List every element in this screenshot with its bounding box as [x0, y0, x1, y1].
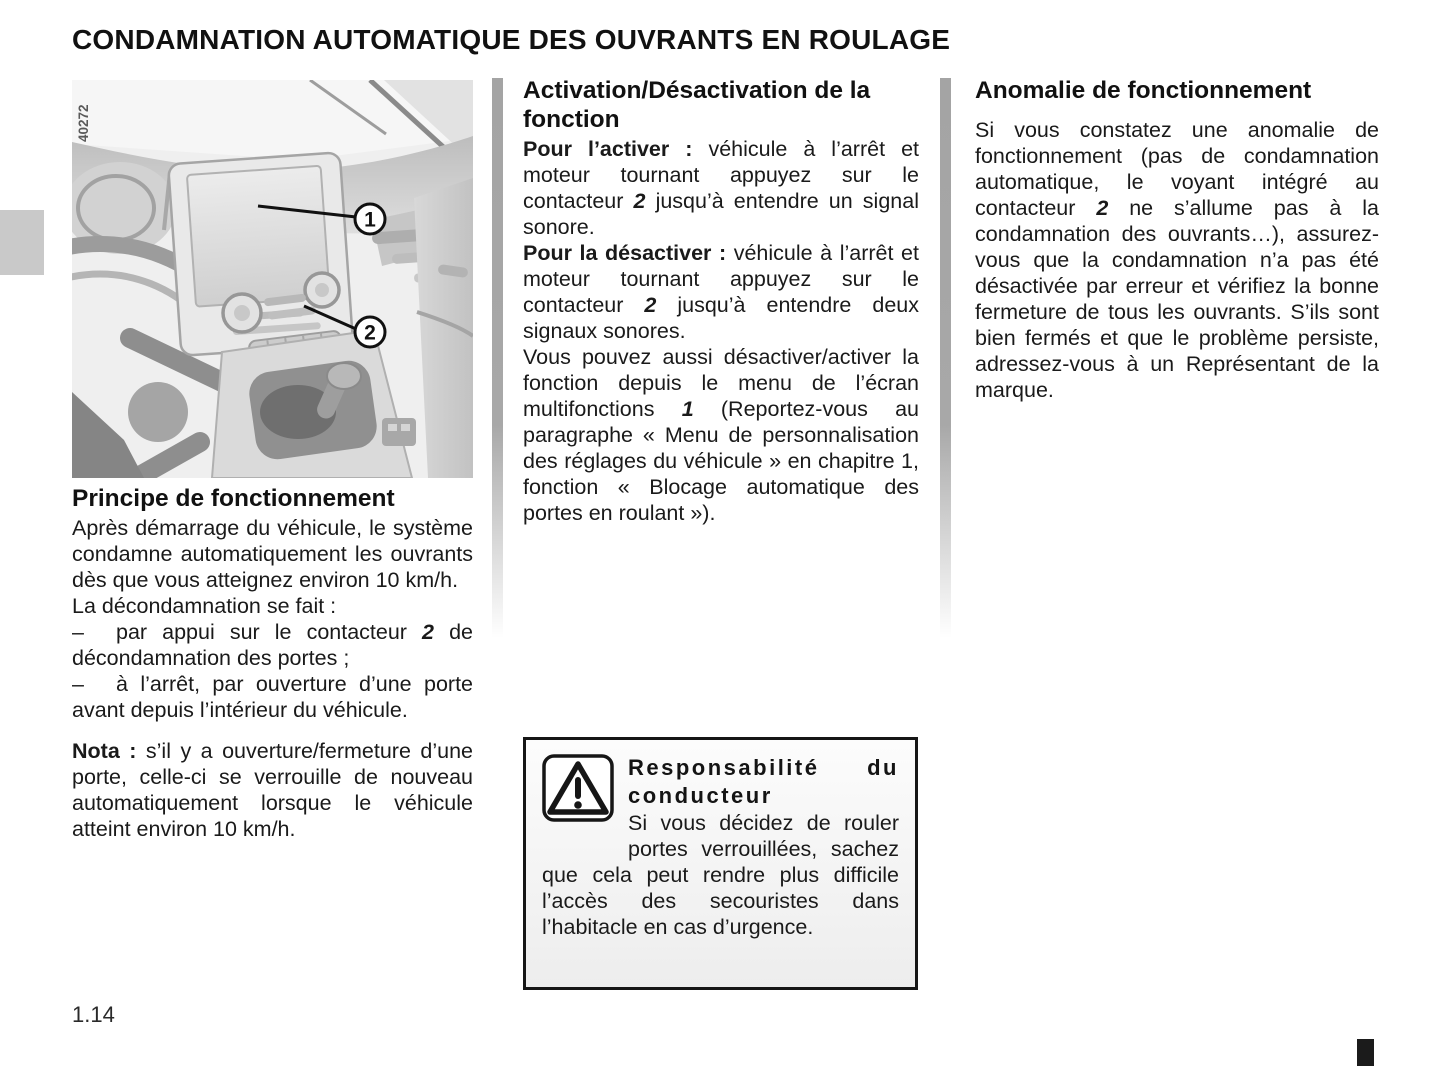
- list-item: [72, 671, 473, 723]
- column-divider: [492, 78, 503, 638]
- section-heading-principe: Principe de fonctionnement: [72, 485, 395, 512]
- callout-2-label: 2: [364, 321, 376, 345]
- activate-text: véhicule à l’arrêt et moteur tournant appuyez sur le contacteur: [523, 137, 919, 213]
- page-title: CONDAMNATION AUTOMATIQUE DES OUVRANTS EN ROULAGE: [72, 24, 951, 55]
- list-text: par appui sur le contacteur: [116, 620, 423, 644]
- menu-text: Vous pouvez aussi désactiver/activer la fonction depuis le menu de l’écran multifonctions: [523, 345, 919, 421]
- callout-1-label: 1: [364, 208, 376, 232]
- switch: [388, 424, 397, 431]
- list-item: [72, 619, 473, 671]
- wheel-hub: [128, 382, 188, 442]
- paragraph: [72, 515, 473, 593]
- deactivate-label: Pour la désactiver :: [523, 241, 727, 265]
- callout-ref-2: 2: [1096, 196, 1109, 220]
- column-divider: [940, 78, 951, 638]
- paragraph: [72, 593, 473, 619]
- activate-label: Pour l’activer :: [523, 137, 693, 161]
- paragraph-activate: [523, 136, 919, 240]
- anomalie-text: ne s’allume pas à la condamnation des ouvrants…), assurez-vous que la condamnation n’a pas été désactivée par erreur et vérifiez la bonne fermeture de tous les ouvrants. S’ils sont bien fermés et que le problème persiste, adressez-vous à un Représentant de la marque.: [975, 196, 1379, 402]
- callout-ref-2: 2: [633, 189, 646, 213]
- list-text: de décondamnation des portes ;: [72, 620, 474, 670]
- list-text: à l’arrêt, par ouverture d’une porte avant depuis l’intérieur du véhicule.: [72, 672, 473, 722]
- callout-ref-2: 2: [644, 293, 657, 317]
- deactivate-text: jusqu’à entendre deux signaux sonores.: [523, 293, 919, 343]
- callout-ref-1: 1: [681, 397, 694, 421]
- chapter-tab-marker: [0, 210, 44, 275]
- paragraph-text: Après démarrage du véhicule, le système condamne automatiquement les ouvrants dès que vous atteignez environ 10 km/h.: [72, 516, 473, 592]
- section-end-marker: [1357, 1039, 1374, 1066]
- list-dash: –: [72, 620, 84, 644]
- nota-label: Nota :: [72, 739, 137, 763]
- deactivate-text: véhicule à l’arrêt et moteur tournant appuyez sur le contacteur: [523, 241, 919, 317]
- dashboard-illustration: [72, 80, 473, 478]
- warning-box: [523, 737, 918, 990]
- warning-heading: Responsabilité du conducteur: [628, 755, 899, 808]
- switch-panel: [382, 418, 416, 446]
- page-number: 1.14: [72, 1002, 115, 1027]
- warning-icon-container: [542, 754, 628, 860]
- right-column: [975, 76, 1379, 403]
- paragraph-menu: [523, 344, 919, 526]
- figure-ref-number: 40272: [76, 104, 91, 142]
- rotary-knob-center: [234, 305, 250, 321]
- nota-paragraph: [72, 738, 473, 842]
- paragraph-deactivate: [523, 240, 919, 344]
- figure-dashboard: [72, 80, 473, 478]
- paragraph-anomalie: [975, 117, 1379, 403]
- callout-ref-2: 2: [422, 620, 435, 644]
- gear-knob: [327, 363, 361, 389]
- anomalie-text: Si vous constatez une anomalie de fonctionnement (pas de condamnation automatique, le voyant intégré au contacteur: [975, 118, 1379, 220]
- left-column: [72, 484, 473, 842]
- menu-text: (Reportez-vous au paragraphe « Menu de personnalisation des réglages du véhicule » en chapitre 1, fonction « Blocage automatique des portes en roulant »).: [523, 397, 920, 525]
- section-heading-anomalie: Anomalie de fonctionnement: [975, 77, 1312, 104]
- list-dash: –: [72, 672, 84, 696]
- nota-text: s’il y a ouverture/fermeture d’une porte, celle-ci se verrouille de nouveau automatiquement lorsque le véhicule atteint environ 10 km/h.: [72, 739, 473, 841]
- warning-text: Si vous décidez de rouler portes verrouillées, sachez que cela peut rendre plus difficile l’accès des secouristes dans l’habitacle en cas d’urgence.: [542, 811, 899, 939]
- paragraph-text: La décondamnation se fait :: [72, 594, 337, 618]
- activate-text: jusqu’à entendre un signal sonore.: [523, 189, 919, 239]
- middle-column: [523, 76, 919, 526]
- section-heading-activation: Activation/Désactivation de la fonction: [523, 77, 871, 133]
- rotary-knob-center: [315, 283, 329, 297]
- switch: [401, 424, 410, 431]
- warning-triangle-icon: [542, 754, 614, 822]
